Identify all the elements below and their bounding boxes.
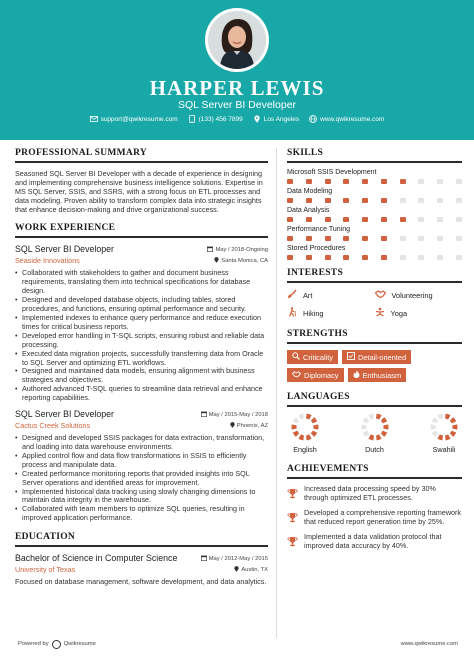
- rating-dot: [343, 217, 349, 222]
- rating-dot: [362, 179, 368, 184]
- skill-item: [287, 207, 462, 222]
- experience-section: [15, 223, 268, 523]
- rating-dot: [381, 217, 387, 222]
- contact-website[interactable]: www.qwikresume.com: [309, 115, 384, 123]
- ring-segment: [295, 419, 297, 422]
- ring-segment: [365, 419, 367, 422]
- rating-dot: [343, 198, 349, 203]
- ring-segment: [369, 437, 373, 438]
- section-rule: [287, 161, 462, 163]
- education-dates: May / 2012-May / 2015: [201, 555, 268, 563]
- rating-dot: [306, 217, 312, 222]
- ring-segment: [369, 416, 373, 417]
- strength-tag: Enthusiasm: [348, 368, 407, 382]
- languages-section: [287, 392, 462, 454]
- skill-item: [287, 245, 462, 260]
- rating-dot: [362, 198, 368, 203]
- ring-segment: [382, 432, 384, 435]
- strengths-section: [287, 329, 462, 382]
- rating-dot: [418, 217, 424, 222]
- job-title: SQL Server BI Developer: [15, 409, 114, 420]
- list-item: • Designed and developed SSIS packages for data extraction, transformation, and loading into data warehouse environments.: [15, 434, 268, 452]
- column-divider: [276, 148, 277, 638]
- ring-segment: [451, 432, 453, 435]
- rating-dot: [400, 255, 406, 260]
- paintbrush-icon: [287, 289, 297, 301]
- language-item: [291, 413, 319, 454]
- skill-name: Data Modeling: [287, 188, 333, 195]
- rating-dot: [418, 236, 424, 241]
- language-ring: [430, 413, 458, 441]
- rating-dot: [400, 236, 406, 241]
- rating-dot: [456, 217, 462, 222]
- handshake-icon: [375, 289, 386, 301]
- ring-segment: [451, 419, 453, 422]
- candidate-role: SQL Server BI Developer: [177, 99, 297, 111]
- list-item: • Designed and maintained data models, ensuring alignment with business strategies and objectives.: [15, 367, 268, 385]
- ring-segment: [445, 416, 449, 417]
- search-icon: [292, 352, 300, 362]
- rating-dot: [381, 198, 387, 203]
- skill-rating: [287, 236, 462, 241]
- ring-segment: [312, 432, 314, 435]
- section-title: WORK EXPERIENCE: [15, 223, 116, 234]
- achievement-item: Developed a comprehensive reporting framework that reduced report generation time by 25%.: [287, 509, 462, 528]
- ring-segment: [376, 416, 380, 417]
- ring-segment: [306, 416, 310, 417]
- calendar-icon: [201, 555, 207, 563]
- section-title: PROFESSIONAL SUMMARY: [15, 148, 148, 158]
- rating-dot: [343, 255, 349, 260]
- handshake-icon: [292, 370, 301, 380]
- rating-dot: [287, 217, 293, 222]
- achievements-section: [287, 464, 462, 552]
- list-item: • Collaborated with stakeholders to gather and document business requirements, translating them into technical specifications for database design.: [15, 269, 268, 296]
- ring-segment: [376, 437, 380, 438]
- skill-rating: [287, 198, 462, 203]
- ring-segment: [312, 419, 314, 422]
- rating-dot: [287, 236, 293, 241]
- list-item: • Executed data migration projects, successfully transferring data from Oracle to SQL Server and optimizing ETL workflows.: [15, 350, 268, 368]
- footer: [18, 638, 458, 650]
- summary-section: [15, 148, 268, 214]
- ring-segment: [434, 432, 436, 435]
- calendar-icon: [201, 411, 207, 419]
- rating-dot: [418, 255, 424, 260]
- interests-section: [287, 268, 462, 319]
- achievement-item: Increased data processing speed by 30% through optimized ETL processes.: [287, 485, 462, 504]
- rating-dot: [362, 255, 368, 260]
- right-column: [287, 148, 462, 557]
- job-dates: May / 2018-Ongoing: [207, 246, 268, 254]
- job-dates: May / 2015-May / 2018: [201, 411, 268, 419]
- language-label: Dutch: [365, 445, 384, 454]
- section-title: SKILLS: [287, 148, 324, 158]
- section-rule: [287, 281, 462, 283]
- degree-title: Bachelor of Science in Computer Science: [15, 553, 178, 564]
- job-location: Santa Monica, CA: [214, 257, 268, 265]
- rating-dot: [400, 198, 406, 203]
- ring-segment: [434, 419, 436, 422]
- skill-rating: [287, 179, 462, 184]
- rating-dot: [325, 236, 331, 241]
- language-item: [361, 413, 389, 454]
- list-item: • Designed and developed database objects, including tables, stored procedures, and functions, ensuring optimal performance and security.: [15, 296, 268, 314]
- skill-name: Stored Procedures: [287, 245, 346, 252]
- ring-segment: [300, 437, 304, 438]
- avatar: [205, 8, 269, 72]
- list-item: • Applied control flow and data flow transformations in SSIS to efficiently process and manipulate data.: [15, 452, 268, 470]
- list-item: • Developed error handling in T-SQL scripts, ensuring robust and reliable data processing.: [15, 332, 268, 350]
- qwikresume-logo-icon: [52, 640, 61, 649]
- rating-dot: [437, 236, 443, 241]
- language-label: English: [293, 445, 317, 454]
- interest-item: Art: [287, 289, 375, 301]
- rating-dot: [456, 198, 462, 203]
- rating-dot: [456, 236, 462, 241]
- ring-segment: [300, 416, 304, 417]
- trophy-icon: [287, 534, 299, 552]
- rating-dot: [325, 255, 331, 260]
- rating-dot: [325, 217, 331, 222]
- company-name: Cactus Creek Solutions: [15, 421, 91, 431]
- rating-dot: [437, 179, 443, 184]
- skill-name: Microsoft SSIS Development: [287, 169, 377, 176]
- rating-dot: [306, 236, 312, 241]
- ring-segment: [306, 437, 310, 438]
- calendar-icon: [207, 246, 213, 254]
- skill-item: [287, 188, 462, 203]
- interest-item: Hiking: [287, 307, 375, 319]
- list-item: • Implemented historical data tracking using slowly changing dimensions to maintain data integrity in the warehouse.: [15, 488, 268, 506]
- rating-dot: [325, 198, 331, 203]
- skills-section: [287, 148, 462, 260]
- ring-segment: [295, 432, 297, 435]
- section-title: LANGUAGES: [287, 392, 350, 402]
- location-pin-icon: [253, 115, 261, 123]
- checklist-icon: [347, 352, 355, 362]
- rating-dot: [400, 217, 406, 222]
- left-column: [15, 148, 268, 586]
- phone-icon: [188, 115, 196, 123]
- rating-dot: [362, 217, 368, 222]
- rating-dot: [306, 179, 312, 184]
- section-title: INTERESTS: [287, 268, 344, 278]
- section-title: EDUCATION: [15, 532, 76, 543]
- contact-phone[interactable]: (133) 456 7899: [188, 115, 243, 123]
- location-pin-icon: [234, 566, 239, 574]
- education-section: [15, 532, 268, 586]
- job-bullets: [15, 434, 268, 523]
- section-rule: [15, 545, 268, 547]
- resume-header: [0, 0, 474, 140]
- contact-location: Los Angeles: [253, 115, 299, 123]
- summary-text: Seasoned SQL Server BI Developer with a decade of experience in designing and implementing comprehensive business intelligence solutions. Expertise in MS SQL Server, SSIS, and SSRS, with a strong focus on ETL processes and data modeling. Proven ability to transform complex data into strategic insights that enhance decision-making and drive organizational success.: [15, 169, 263, 215]
- list-item: • Created performance monitoring reports that provided insights into SQL Server operations and identified areas for improvement.: [15, 470, 268, 488]
- job-entry: [15, 409, 268, 523]
- skill-item: [287, 169, 462, 184]
- skill-item: [287, 226, 462, 241]
- hiking-icon: [287, 307, 297, 319]
- candidate-name: HARPER LEWIS: [149, 76, 325, 100]
- achievement-item: Implemented a data validation protocol that improved data accuracy by 40%.: [287, 533, 462, 552]
- section-rule: [287, 405, 462, 407]
- rating-dot: [381, 179, 387, 184]
- rating-dot: [381, 255, 387, 260]
- footer-brand: Powered by Qwikresume: [18, 641, 96, 647]
- ring-segment: [445, 437, 449, 438]
- language-label: Swahili: [432, 445, 456, 454]
- skill-rating: [287, 255, 462, 260]
- location-pin-icon: [230, 422, 235, 430]
- rating-dot: [437, 217, 443, 222]
- ring-segment: [382, 419, 384, 422]
- rating-dot: [400, 179, 406, 184]
- job-bullets: [15, 269, 268, 403]
- rating-dot: [325, 179, 331, 184]
- language-ring: [361, 413, 389, 441]
- strength-tag: Detail-oriented: [342, 350, 411, 364]
- location-pin-icon: [214, 257, 219, 265]
- footer-url[interactable]: www.qwikresume.com: [400, 641, 458, 647]
- section-title: ACHIEVEMENTS: [287, 464, 369, 474]
- skill-name: Performance Tuning: [287, 226, 351, 233]
- globe-icon: [309, 115, 317, 123]
- rating-dot: [306, 198, 312, 203]
- interest-item: Volunteering: [375, 289, 463, 301]
- rating-dot: [343, 179, 349, 184]
- job-title: SQL Server BI Developer: [15, 244, 114, 255]
- school-location: Austin, TX: [234, 566, 268, 574]
- language-ring: [291, 413, 319, 441]
- rating-dot: [418, 179, 424, 184]
- job-entry: [15, 244, 268, 403]
- list-item: • Implemented indexes to enhance query performance and reduce execution times for critical business reports.: [15, 314, 268, 332]
- profile-photo: [208, 11, 266, 69]
- rating-dot: [456, 255, 462, 260]
- rating-dot: [456, 179, 462, 184]
- strength-tag: Diplomacy: [287, 368, 344, 382]
- contact-bar: [0, 113, 474, 125]
- company-name: Seaside Innovations: [15, 256, 80, 266]
- rating-dot: [287, 255, 293, 260]
- ring-segment: [439, 437, 443, 438]
- language-item: [430, 413, 458, 454]
- ring-segment: [439, 416, 443, 417]
- school-name: University of Texas: [15, 565, 76, 575]
- section-rule: [287, 342, 462, 344]
- rating-dot: [437, 198, 443, 203]
- section-title: STRENGTHS: [287, 329, 348, 339]
- fire-icon: [353, 370, 360, 380]
- section-rule: [15, 236, 268, 238]
- rating-dot: [418, 198, 424, 203]
- trophy-icon: [287, 486, 299, 504]
- skill-rating: [287, 217, 462, 222]
- rating-dot: [287, 179, 293, 184]
- rating-dot: [306, 255, 312, 260]
- contact-email[interactable]: support@qwikresume.com: [90, 115, 178, 123]
- section-rule: [15, 161, 268, 163]
- section-rule: [287, 477, 462, 479]
- rating-dot: [343, 236, 349, 241]
- rating-dot: [381, 236, 387, 241]
- yoga-icon: [375, 307, 385, 319]
- ring-segment: [365, 432, 367, 435]
- education-description: Focused on database management, software development, and data analytics.: [15, 577, 267, 587]
- strength-tag: Criticality: [287, 350, 338, 364]
- rating-dot: [287, 198, 293, 203]
- list-item: • Authored advanced T-SQL queries to streamline data retrieval and enhance reporting capabilities.: [15, 385, 268, 403]
- rating-dot: [437, 255, 443, 260]
- skills-list: [287, 169, 462, 260]
- job-location: Phoenix, AZ: [230, 422, 268, 430]
- interest-item: Yoga: [375, 307, 463, 319]
- skill-name: Data Analysis: [287, 207, 330, 214]
- email-icon: [90, 115, 98, 123]
- trophy-icon: [287, 510, 299, 528]
- rating-dot: [362, 236, 368, 241]
- list-item: • Collaborated with team members to optimize SQL queries, resulting in improved application performance.: [15, 505, 268, 523]
